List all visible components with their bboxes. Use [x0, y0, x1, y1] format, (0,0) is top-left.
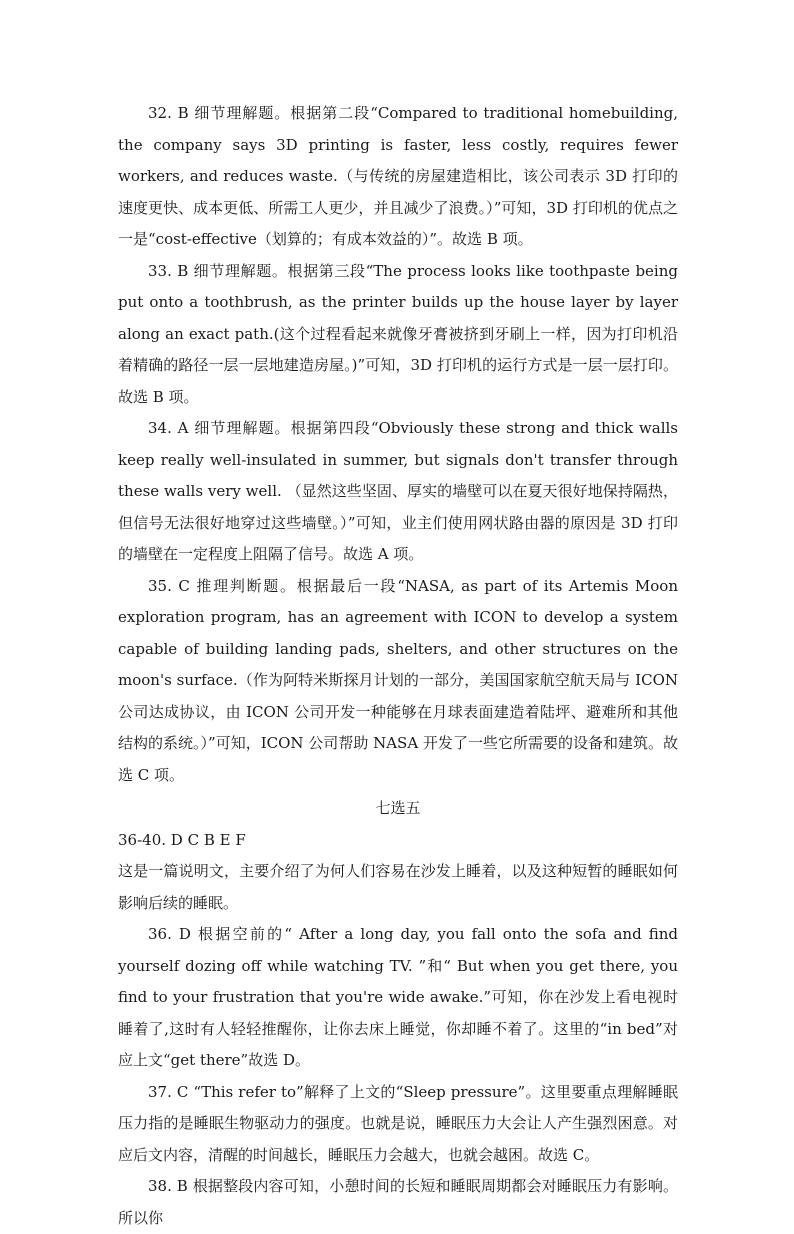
explanation-q36: 36. D 根据空前的“ After a long day, you fall onto the sofa and find yourself dozing off while watching TV. ”和“ But when you get there, you find to your frustration that you're wide awake.”可知，你在沙发上看电视时睡着了,这时有人轻轻推醒你，让你去床上睡觉，你却睡不着了。这里的“in bed”对应上文“get there”故选 D。 — [118, 925, 678, 1069]
explanation-q35: 35. C 推理判断题。根据最后一段“NASA, as part of its Artemis Moon exploration program, has an agreement with ICON to develop a system capable of building landing pads, shelters, and other structures on the moon's surface.（作为阿特米斯探月计划的一部分，美国国家航空航天局与 ICON 公司达成协议，由 ICON 公司开发一种能够在月球表面建造着陆坪、避难所和其他结构的系统。）”可知，ICON 公司帮助 NASA 开发了一些它所需要的设备和建筑。故选 C 项。 — [118, 576, 678, 784]
explanation-q34: 34. A 细节理解题。根据第四段“Obviously these strong and thick walls keep really well-insulated in summer, but signals don't transfer through these walls very well. （显然这些坚固、厚实的墙壁可以在夏天很好地保持隔热，但信号无法很好地穿过这些墙壁。）”可知，业主们使用网状路由器的原因是 3D 打印的墙壁在一定程度上阻隔了信号。故选 A 项。 — [118, 419, 678, 563]
section-title: 七选五 — [375, 799, 421, 817]
explanation-q32: 32. B 细节理解题。根据第二段“Compared to traditional homebuilding, the company says 3D printing is faster, less costly, requires fewer workers, and reduces waste.（与传统的房屋建造相比，该公司表示 3D 打印的速度更快、成本更低、所需工人更少，并且减少了浪费。）”可知，3D 打印机的优点之一是“cost-effective（划算的；有成本效益的）”。故选 B 项。 — [118, 104, 678, 248]
passage-summary: 这是一篇说明文，主要介绍了为何人们容易在沙发上睡着，以及这种短暂的睡眠如何影响后续的睡眠。 — [118, 862, 678, 912]
explanation-q33: 33. B 细节理解题。根据第三段“The process looks like toothpaste being put onto a toothbrush, as the printer builds up the house layer by layer along an exact path.(这个过程看起来就像牙膏被挤到牙刷上一样，因为打印机沿着精确的路径一层一层地建造房屋。)”可知，3D 打印机的运行方式是一层一层打印。故选 B 项。 — [118, 261, 678, 406]
answer-explanation-page — [118, 98, 678, 1234]
answer-key-36-40: 36-40. D C B E F — [118, 830, 246, 849]
explanation-q38: 38. B 根据整段内容可知，小憩时间的长短和睡眠周期都会对睡眠压力有影响。所以你 — [118, 1177, 678, 1227]
explanation-q37: 37. C “This refer to”解释了上文的“Sleep pressure”。这里要重点理解睡眠压力指的是睡眠生物驱动力的强度。也就是说，睡眠压力大会让人产生强烈困意。对应后文内容，清醒的时间越长，睡眠压力会越大，也就会越困。故选 C。 — [118, 1082, 678, 1164]
